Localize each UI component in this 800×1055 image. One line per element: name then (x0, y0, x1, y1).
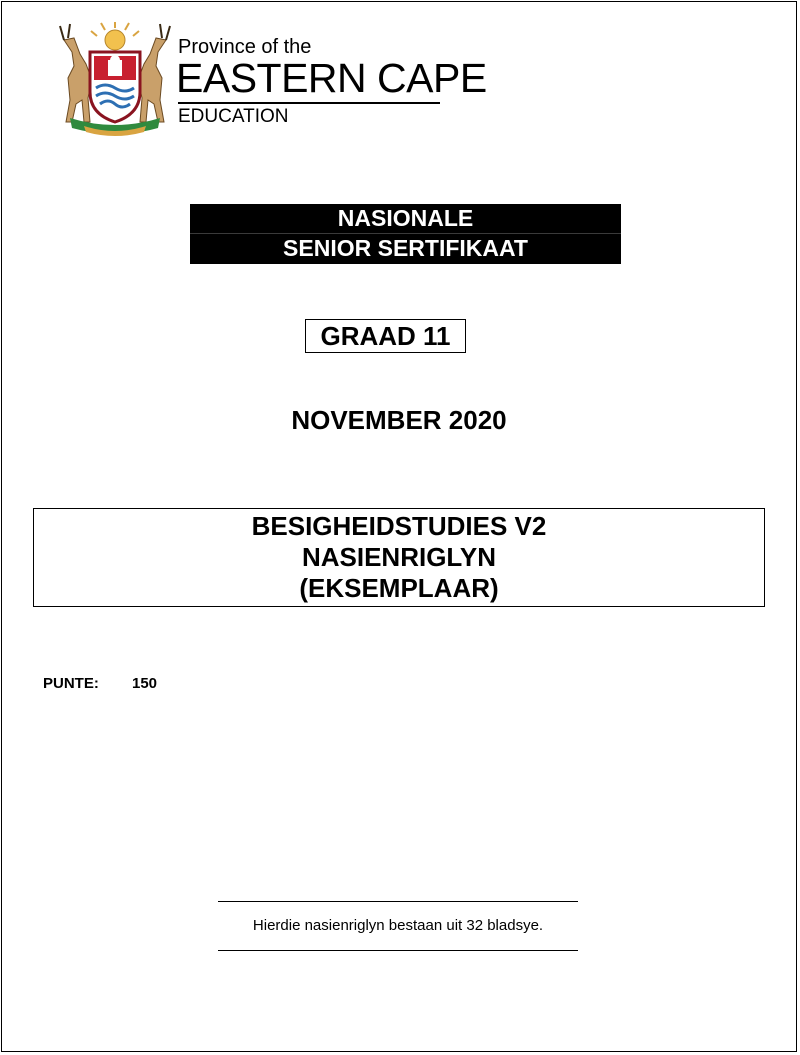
page-count-note: Hierdie nasienriglyn bestaan uit 32 bladsye. (252, 917, 544, 934)
document-variant: (EKSEMPLAAR) (299, 573, 499, 603)
subject-title: BESIGHEIDSTUDIES V2 (251, 511, 547, 541)
footer-rule-top (218, 901, 578, 902)
logo-eastern-cape-text: EASTERN CAPE (176, 55, 487, 101)
logo-wordmark (176, 36, 487, 136)
coat-of-arms-icon (50, 22, 180, 140)
certificate-title-box (190, 204, 621, 264)
footer-rule-bottom (218, 950, 578, 951)
certificate-title-line2: SENIOR SERTIFIKAAT (283, 235, 528, 261)
marks-label: PUNTE: (43, 675, 99, 692)
document-type: NASIENRIGLYN (301, 542, 497, 572)
certificate-title-line1: NASIONALE (337, 205, 474, 231)
exam-date: NOVEMBER 2020 (291, 405, 507, 435)
grade-box: GRAAD 11 (305, 319, 466, 353)
logo-divider (178, 102, 440, 104)
subject-box (33, 508, 765, 607)
marks-value: 150 (132, 675, 158, 692)
logo-province-text: Province of the (178, 36, 312, 58)
eastern-cape-education-logo (50, 22, 487, 142)
logo-education-text: EDUCATION (178, 106, 289, 127)
